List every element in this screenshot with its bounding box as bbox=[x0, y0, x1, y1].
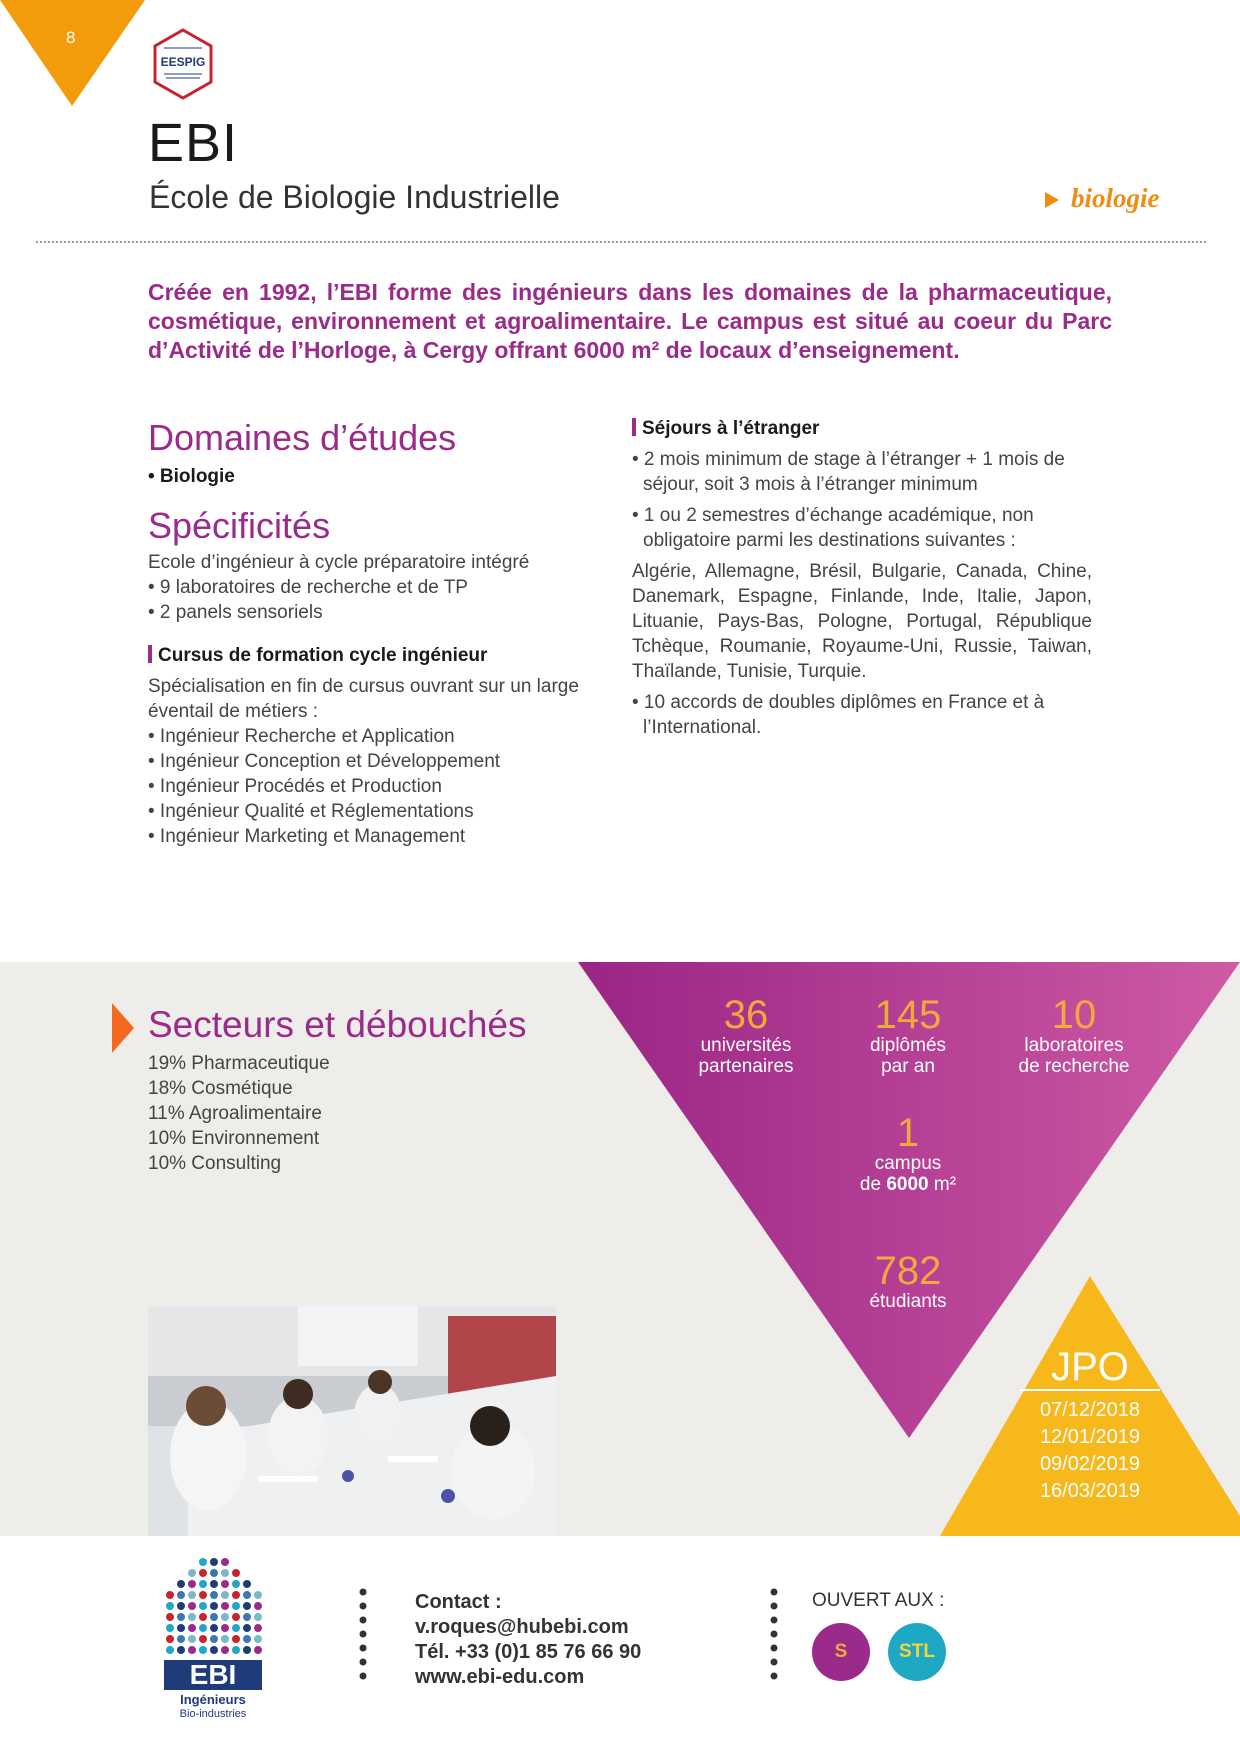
badge-label: S bbox=[834, 1641, 848, 1662]
logo-dot bbox=[232, 1646, 240, 1654]
list-item: • 2 mois minimum de stage à l’étranger + 1 mois de séjour, soit 3 mois à l’étranger minimum bbox=[632, 449, 1065, 495]
logo-dot bbox=[188, 1569, 196, 1577]
logo-dot bbox=[221, 1558, 229, 1566]
list-item: • 9 laboratoires de recherche et de TP bbox=[148, 577, 468, 598]
sejours-title bbox=[632, 416, 819, 441]
logo-dot bbox=[199, 1602, 207, 1610]
list-item: • Ingénieur Recherche et Application bbox=[148, 726, 455, 747]
stat-diplomes bbox=[838, 995, 978, 1077]
jpo-underline bbox=[1020, 1389, 1160, 1391]
logo-dot bbox=[254, 1591, 262, 1599]
jpo-date: 16/03/2019 bbox=[1039, 1480, 1141, 1502]
secteurs-list bbox=[148, 1051, 330, 1176]
stat-label bbox=[818, 1174, 998, 1195]
ebi-logo-text: EBI bbox=[189, 1659, 237, 1690]
list-item: • Ingénieur Conception et Développement bbox=[148, 751, 501, 772]
logo-dot bbox=[188, 1591, 196, 1599]
logo-dot bbox=[166, 1624, 174, 1632]
logo-dot bbox=[221, 1591, 229, 1599]
logo-dot bbox=[166, 1646, 174, 1654]
domain-tag-label: biologie bbox=[1071, 183, 1160, 213]
logo-dot bbox=[221, 1602, 229, 1610]
logo-dot bbox=[254, 1613, 262, 1621]
subhead-bar bbox=[632, 418, 636, 436]
logo-dot bbox=[254, 1646, 262, 1654]
list-item: • 10 accords de doubles diplômes en France et à l’International. bbox=[632, 692, 1045, 738]
logo-dot bbox=[177, 1646, 185, 1654]
stat-label: par an bbox=[881, 1056, 935, 1077]
badge-s bbox=[812, 1623, 870, 1681]
logo-dot bbox=[232, 1624, 240, 1632]
sejours-title-text: Séjours à l’étranger bbox=[642, 418, 820, 439]
logo-dot bbox=[243, 1646, 251, 1654]
cursus-list bbox=[148, 674, 608, 849]
logo-dot bbox=[243, 1635, 251, 1643]
ebi-logo-sub1: Ingénieurs bbox=[180, 1692, 246, 1707]
stat-number: 36 bbox=[723, 993, 769, 1037]
logo-dot bbox=[243, 1591, 251, 1599]
logo-dot bbox=[243, 1602, 251, 1610]
contact-website[interactable]: www.ebi-edu.com bbox=[415, 1666, 585, 1688]
list-item: 11% Agroalimentaire bbox=[148, 1103, 322, 1124]
sejours-list bbox=[632, 447, 1092, 740]
stat-number: 145 bbox=[874, 993, 942, 1037]
specificites-title: Spécificités bbox=[148, 505, 331, 546]
stat-laboratoires bbox=[1004, 995, 1144, 1077]
logo-dot bbox=[166, 1635, 174, 1643]
list-item: 18% Cosmétique bbox=[148, 1078, 293, 1099]
lab-photo bbox=[148, 1306, 556, 1536]
jpo-date: 07/12/2018 bbox=[1039, 1399, 1141, 1421]
stat-number: 782 bbox=[874, 1249, 942, 1293]
cursus-intro: Spécialisation en fin de cursus ouvrant sur un large éventail de métiers : bbox=[148, 676, 579, 722]
logo-dot bbox=[210, 1558, 218, 1566]
logo-dot bbox=[243, 1580, 251, 1588]
logo-dot bbox=[199, 1580, 207, 1588]
stat-campus bbox=[818, 1113, 998, 1195]
contact-block bbox=[415, 1590, 641, 1690]
logo-dot bbox=[188, 1624, 196, 1632]
stat-label: laboratoires bbox=[1024, 1035, 1124, 1056]
list-item: • 1 ou 2 semestres d’échange académique, non obligatoire parmi les destinations suivantes : bbox=[632, 505, 1034, 551]
jpo-date: 12/01/2019 bbox=[1039, 1426, 1141, 1448]
logo-dot bbox=[177, 1591, 185, 1599]
logo-dot bbox=[210, 1569, 218, 1577]
logo-dot bbox=[177, 1624, 185, 1632]
secteurs-title: Secteurs et débouchés bbox=[148, 1004, 527, 1045]
dotted-separator bbox=[359, 1588, 367, 1680]
logo-dot bbox=[232, 1580, 240, 1588]
logo-dot bbox=[188, 1646, 196, 1654]
logo-dot bbox=[166, 1591, 174, 1599]
logo-dot bbox=[221, 1613, 229, 1621]
play-arrow-icon bbox=[1045, 192, 1059, 208]
logo-dot bbox=[210, 1646, 218, 1654]
domain-tag bbox=[1071, 183, 1160, 214]
logo-dot bbox=[210, 1580, 218, 1588]
logo-dot bbox=[210, 1635, 218, 1643]
jpo-date: 09/02/2019 bbox=[1039, 1453, 1141, 1475]
subhead-bar bbox=[148, 645, 152, 663]
logo-dot bbox=[232, 1613, 240, 1621]
logo-dot bbox=[210, 1624, 218, 1632]
domaines-item: • Biologie bbox=[148, 466, 235, 487]
school-acronym: EBI bbox=[148, 113, 239, 173]
contact-email[interactable]: v.roques@hubebi.com bbox=[415, 1616, 629, 1638]
section-marker-icon bbox=[112, 1003, 134, 1053]
logo-dot bbox=[243, 1613, 251, 1621]
logo-dot bbox=[221, 1580, 229, 1588]
eespig-logo bbox=[152, 28, 214, 100]
logo-dot bbox=[210, 1613, 218, 1621]
stat-label: partenaires bbox=[698, 1056, 794, 1077]
ouvert-label: OUVERT AUX : bbox=[812, 1590, 945, 1611]
logo-dot bbox=[199, 1613, 207, 1621]
logo-dot bbox=[221, 1569, 229, 1577]
logo-dot bbox=[243, 1624, 251, 1632]
logo-dot bbox=[177, 1580, 185, 1588]
logo-dot bbox=[199, 1591, 207, 1599]
logo-dot bbox=[221, 1624, 229, 1632]
list-item: • Ingénieur Qualité et Réglementations bbox=[148, 801, 474, 822]
stat-label: campus bbox=[874, 1153, 942, 1174]
header-divider bbox=[36, 241, 1206, 243]
stat-label-prefix: de bbox=[859, 1174, 887, 1195]
stat-universites bbox=[676, 995, 816, 1077]
logo-dot bbox=[188, 1635, 196, 1643]
stat-etudiants bbox=[838, 1251, 978, 1312]
logo-dot bbox=[166, 1613, 174, 1621]
logo-dot bbox=[188, 1613, 196, 1621]
specificites-list bbox=[148, 550, 608, 625]
stat-label: universités bbox=[700, 1035, 792, 1056]
logo-dot bbox=[199, 1646, 207, 1654]
stat-number: 10 bbox=[1051, 993, 1097, 1037]
badge-stl bbox=[888, 1623, 946, 1681]
cursus-title bbox=[148, 643, 487, 668]
contact-label: Contact : bbox=[415, 1591, 502, 1613]
destinations-text: Algérie, Allemagne, Brésil, Bulgarie, Canada, Chine, Danemark, Espagne, Finlande, Inde, Italie, Japon, Lituanie, Pays-Bas, Pologne, Portugal, République Tchèque, Roumanie, Royaume-Uni, Russie, Taiwan, Thaïlande, Tunisie, Turquie. bbox=[632, 561, 1092, 682]
badge-label: STL bbox=[899, 1641, 935, 1662]
corner-triangle bbox=[0, 0, 145, 106]
logo-dot bbox=[254, 1635, 262, 1643]
stat-label: étudiants bbox=[869, 1291, 947, 1312]
list-item: 10% Consulting bbox=[148, 1153, 282, 1174]
page-number: 8 bbox=[66, 28, 76, 47]
stat-label-suffix: m² bbox=[928, 1174, 957, 1195]
stat-label: diplômés bbox=[869, 1035, 947, 1056]
ebi-logo bbox=[162, 1556, 264, 1720]
logo-dot bbox=[177, 1635, 185, 1643]
eespig-logo-text: EESPIG bbox=[160, 55, 206, 69]
ebi-logo-sub2: Bio-industries bbox=[179, 1708, 247, 1720]
logo-dot bbox=[232, 1569, 240, 1577]
jpo-title: JPO bbox=[1051, 1345, 1129, 1389]
cursus-title-text: Cursus de formation cycle ingénieur bbox=[158, 645, 488, 666]
logo-dot bbox=[188, 1580, 196, 1588]
logo-dot bbox=[199, 1624, 207, 1632]
contact-phone: Tél. +33 (0)1 85 76 66 90 bbox=[415, 1641, 642, 1663]
logo-dot bbox=[210, 1602, 218, 1610]
logo-dot bbox=[199, 1635, 207, 1643]
list-item: 19% Pharmaceutique bbox=[148, 1053, 330, 1074]
stat-label-bold: 6000 bbox=[886, 1174, 929, 1195]
list-item: • Ingénieur Procédés et Production bbox=[148, 776, 442, 797]
logo-dot bbox=[221, 1635, 229, 1643]
logo-dot bbox=[232, 1635, 240, 1643]
logo-dot bbox=[232, 1591, 240, 1599]
logo-dot bbox=[166, 1602, 174, 1610]
logo-dot bbox=[254, 1602, 262, 1610]
logo-dot bbox=[199, 1569, 207, 1577]
logo-dot bbox=[232, 1602, 240, 1610]
intro-paragraph: Créée en 1992, l’EBI forme des ingénieurs dans les domaines de la pharmaceutique, cosmétique, environnement et agroalimentaire. Le campus est situé au coeur du Parc d’Activité de l’Horloge, à Cergy offrant 6000 m² de locaux d’enseignement. bbox=[148, 279, 1112, 363]
logo-dot bbox=[254, 1624, 262, 1632]
domaines-title: Domaines d’études bbox=[148, 417, 457, 458]
logo-dot bbox=[221, 1646, 229, 1654]
school-name: École de Biologie Industrielle bbox=[149, 179, 560, 215]
list-item: • 2 panels sensoriels bbox=[148, 602, 323, 623]
dotted-separator bbox=[770, 1588, 778, 1680]
list-item: Ecole d’ingénieur à cycle préparatoire intégré bbox=[148, 552, 530, 573]
stat-number: 1 bbox=[896, 1111, 920, 1155]
logo-dot bbox=[188, 1602, 196, 1610]
logo-dot bbox=[177, 1602, 185, 1610]
jpo-dates bbox=[1000, 1397, 1180, 1505]
list-item: 10% Environnement bbox=[148, 1128, 320, 1149]
logo-dot bbox=[177, 1613, 185, 1621]
list-item: • Ingénieur Marketing et Management bbox=[148, 826, 466, 847]
stat-label: de recherche bbox=[1018, 1056, 1130, 1077]
logo-dot-matrix bbox=[166, 1558, 262, 1654]
logo-dot bbox=[210, 1591, 218, 1599]
logo-dot bbox=[199, 1558, 207, 1566]
